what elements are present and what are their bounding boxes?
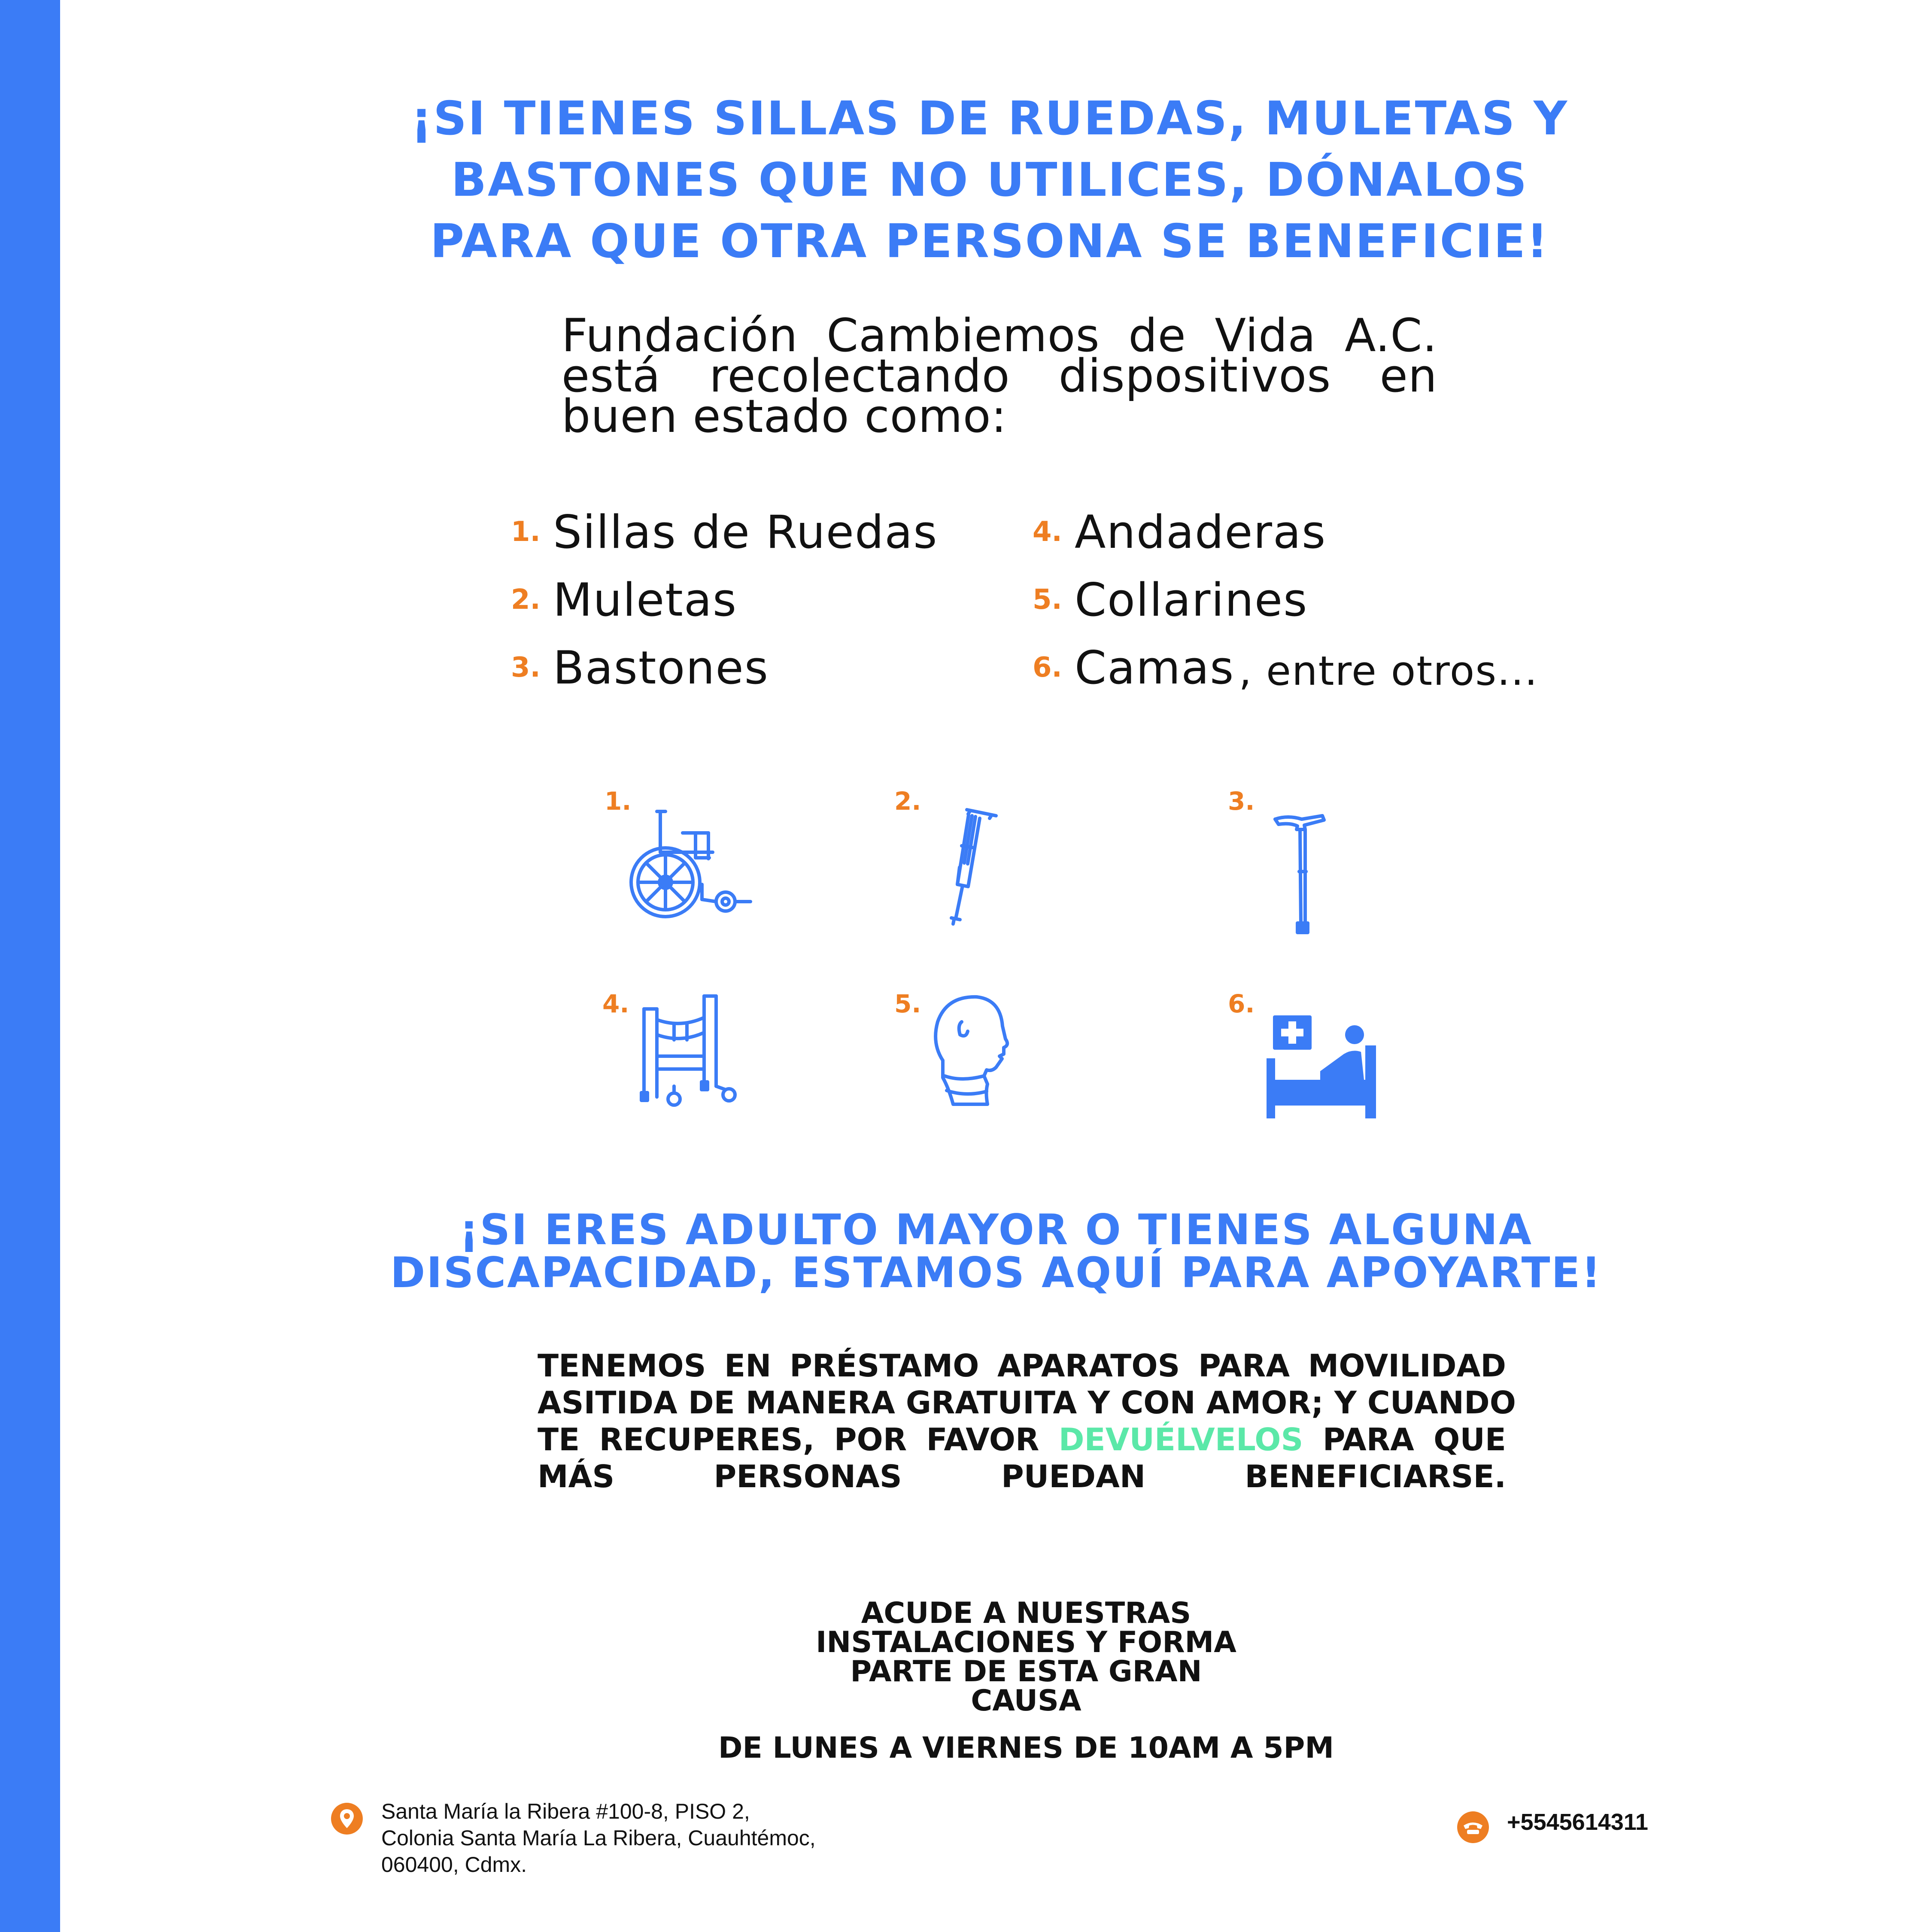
list-item-label: Sillas de Ruedas xyxy=(553,505,938,559)
address xyxy=(381,1798,816,1878)
headline-line: ¡SI TIENES SILLAS DE RUEDAS, MULETAS Y xyxy=(410,92,1569,146)
phone-number[interactable]: +5545614311 xyxy=(1507,1809,1648,1835)
list-item-label: Bastones xyxy=(553,641,769,694)
cta-line: INSTALACIONES Y FORMA xyxy=(816,1625,1236,1659)
headline-line: PARA QUE OTRA PERSONA SE BENEFICIE! xyxy=(430,215,1549,268)
loan-line: ASITIDA DE MANERA GRATUITA Y CON AMOR; Y CUANDO xyxy=(538,1385,1516,1421)
address-line: Colonia Santa María La Ribera, Cuauhtémoc, xyxy=(381,1826,816,1850)
list-number: 6. xyxy=(1033,652,1062,683)
headline-line: BASTONES QUE NO UTILICES, DÓNALOS xyxy=(451,153,1528,207)
return-highlight: DEVUÉLVELOS xyxy=(1058,1422,1303,1458)
list-item-label: Collarines xyxy=(1075,573,1308,626)
list-item xyxy=(511,566,1005,634)
loan-line xyxy=(538,1421,1506,1458)
support-headline-line: ¡SI ERES ADULTO MAYOR O TIENES ALGUNA xyxy=(459,1206,1533,1255)
list-item xyxy=(511,498,1005,566)
list-number: 4. xyxy=(1033,516,1062,548)
loan-line: TENEMOS EN PRÉSTAMO APARATOS PARA MOVILIDAD xyxy=(538,1348,1506,1384)
loan-text: PARA QUE xyxy=(1322,1422,1506,1458)
headline xyxy=(356,88,1623,272)
list-item-label: Andaderas xyxy=(1075,505,1327,559)
list-item xyxy=(1033,498,1591,566)
icon-number: 5. xyxy=(894,989,921,1018)
list-item xyxy=(1033,566,1591,634)
list-number: 3. xyxy=(511,652,541,683)
list-item-label: Muletas xyxy=(553,573,738,626)
support-headline-line: DISCAPACIDAD, ESTAMOS AQUÍ PARA APOYARTE! xyxy=(390,1249,1602,1297)
list-extra-text: , entre otros... xyxy=(1239,647,1538,695)
crutch-icon xyxy=(927,803,1005,927)
call-to-action xyxy=(687,1596,1365,1718)
loan-text: TE RECUPERES, POR FAVOR xyxy=(538,1422,1039,1458)
icon-number: 3. xyxy=(1228,787,1255,816)
intro-line: buen estado como: xyxy=(562,390,1007,443)
intro-line: está recolectando dispositivos en xyxy=(562,349,1437,402)
intro-line: Fundación Cambiemos de Vida A.C. xyxy=(562,309,1437,362)
cta-line: PARTE DE ESTA GRAN xyxy=(850,1655,1202,1689)
support-headline xyxy=(386,1206,1606,1297)
side-accent-bar xyxy=(0,0,60,1932)
list-item xyxy=(1033,634,1591,702)
intro-text xyxy=(562,309,1437,443)
device-list-right xyxy=(1033,498,1591,702)
list-number: 1. xyxy=(511,516,541,548)
list-number: 5. xyxy=(1033,584,1062,616)
list-number: 2. xyxy=(511,584,541,616)
wheelchair-icon xyxy=(627,807,756,923)
cta-line: ACUDE A NUESTRAS xyxy=(861,1596,1191,1630)
icon-number: 1. xyxy=(605,787,632,816)
icon-number: 6. xyxy=(1228,989,1255,1018)
icon-number: 4. xyxy=(602,989,629,1018)
location-pin-icon xyxy=(331,1802,363,1837)
hospital-bed-icon xyxy=(1264,1015,1380,1118)
cane-icon xyxy=(1271,811,1331,940)
neck-collar-icon xyxy=(927,992,1018,1108)
list-item xyxy=(511,634,1005,702)
walker-icon xyxy=(640,992,743,1108)
address-line: Santa María la Ribera #100-8, PISO 2, xyxy=(381,1799,750,1823)
address-line: 060400, Cdmx. xyxy=(381,1853,527,1877)
icon-number: 2. xyxy=(894,787,921,816)
loan-line: MÁS PERSONAS PUEDAN BENEFICIARSE. xyxy=(538,1458,1506,1495)
opening-hours: DE LUNES A VIERNES DE 10AM A 5PM xyxy=(718,1731,1334,1765)
list-item-label: Camas xyxy=(1075,641,1235,694)
device-list-left xyxy=(511,498,1005,702)
loan-paragraph xyxy=(538,1347,1516,1495)
phone-icon xyxy=(1457,1811,1489,1845)
cta-line: CAUSA xyxy=(971,1684,1081,1718)
